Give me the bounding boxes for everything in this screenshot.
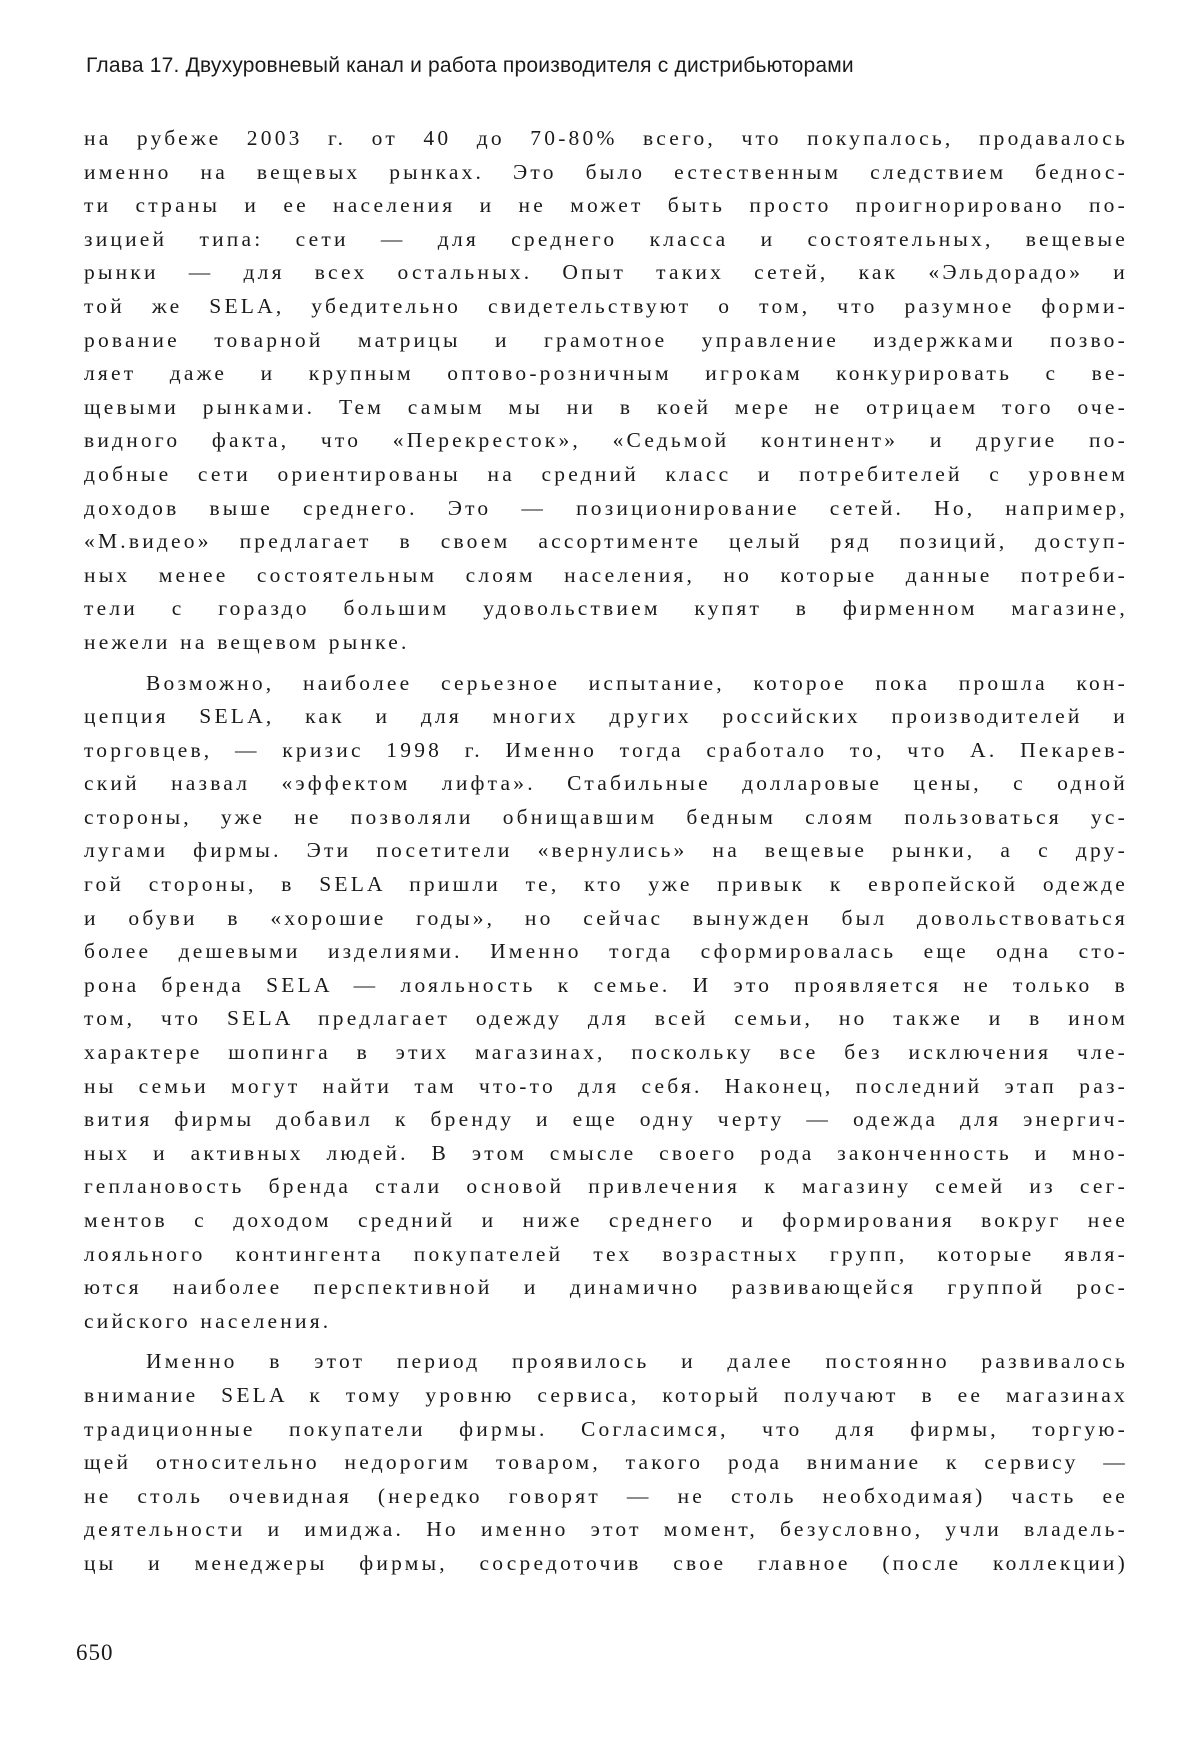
- text-line: нежели на вещевом рынке.: [84, 629, 410, 654]
- text-line: ных менее состоятельным слоям населения, но которые данные потреби-: [84, 562, 1128, 587]
- paragraph: [84, 122, 1128, 660]
- paragraph-gap: [84, 1338, 1128, 1345]
- text-line: характере шопинга в этих магазинах, поскольку все без исключения чле-: [84, 1040, 1128, 1065]
- text-line: рование товарной матрицы и грамотное управление издержками позво-: [84, 327, 1128, 352]
- text-line: видного факта, что «Перекресток», «Седьмой континент» и другие по-: [84, 428, 1128, 453]
- paragraph: [84, 1345, 1128, 1580]
- text-line: цы и менеджеры фирмы, сосредоточив свое главное (после коллекции): [84, 1550, 1128, 1575]
- text-line: лугами фирмы. Эти посетители «вернулись» на вещевые рынки, а с дру-: [84, 838, 1128, 863]
- text-line: Именно в этот период проявилось и далее постоянно развивалось: [146, 1349, 1128, 1374]
- text-line: ментов с доходом средний и ниже среднего и формирования вокруг нее: [84, 1208, 1128, 1232]
- text-line: рона бренда SELA — лояльность к семье. И это проявляется не только в: [84, 972, 1128, 997]
- text-line: цепция SELA, как и для многих других российских производителей и: [84, 704, 1128, 729]
- text-line: щевыми рынками. Тем самым мы ни в коей мере не отрицаем того оче-: [84, 394, 1128, 419]
- running-head: Глава 17. Двухуровневый канал и работа производителя с дистрибьюторами: [86, 54, 854, 77]
- text-line: ти страны и ее населения и не может быть просто проигнорировано по-: [84, 193, 1128, 218]
- text-line: той же SELA, убедительно свидетельствуют о том, что разумное форми-: [84, 293, 1128, 318]
- text-line: ны семьи могут найти там что-то для себя. Наконец, последний этап раз-: [84, 1073, 1128, 1098]
- text-line: внимание SELA к тому уровню сервиса, который получают в ее магазинах: [84, 1382, 1128, 1407]
- text-line: рынки — для всех остальных. Опыт таких сетей, как «Эльдорадо» и: [84, 260, 1128, 285]
- text-line: традиционные покупатели фирмы. Согласимся, что для фирмы, торгую-: [84, 1416, 1128, 1441]
- text-line: гой стороны, в SELA пришли те, кто уже привык к европейской одежде: [84, 872, 1128, 897]
- paragraph-gap: [84, 660, 1128, 667]
- text-line: именно на вещевых рынках. Это было естественным следствием беднос-: [84, 159, 1128, 184]
- text-line: том, что SELA предлагает одежду для всей семьи, но также и в ином: [84, 1006, 1128, 1031]
- text-line: ляет даже и крупным оптово-розничным игрокам конкурировать с ве-: [84, 361, 1128, 386]
- body-text: [84, 122, 1128, 1581]
- text-line: и обуви в «хорошие годы», но сейчас вынужден был довольствоваться: [84, 905, 1128, 930]
- text-line: более дешевыми изделиями. Именно тогда сформировалась еще одна сто-: [84, 939, 1128, 964]
- text-line: «М.видео» предлагает в своем ассортименте целый ряд позиций, доступ-: [84, 529, 1128, 554]
- text-line: зицией типа: сети — для среднего класса и состоятельных, вещевые: [84, 226, 1128, 251]
- text-line: ский назвал «эффектом лифта». Стабильные долларовые цены, с одной: [84, 771, 1128, 796]
- text-line: на рубеже 2003 г. от 40 до 70-80% всего, что покупалось, продавалось: [84, 126, 1128, 150]
- text-line: лояльного контингента покупателей тех возрастных групп, которые явля-: [84, 1241, 1128, 1266]
- text-line: вития фирмы добавил к бренду и еще одну черту — одежда для энергич-: [84, 1107, 1128, 1132]
- page-number: 650: [76, 1640, 114, 1665]
- text-line: сийского населения.: [84, 1308, 332, 1333]
- paragraph: [84, 667, 1128, 1339]
- text-line: щей относительно недорогим товаром, такого рода внимание к сервису —: [84, 1450, 1128, 1475]
- text-line: Возможно, наиболее серьезное испытание, которое пока прошла кон-: [146, 670, 1128, 695]
- text-line: ются наиболее перспективной и динамично развивающейся группой рос-: [84, 1275, 1128, 1300]
- text-line: доходов выше среднего. Это — позиционирование сетей. Но, например,: [84, 495, 1128, 520]
- text-line: ных и активных людей. В этом смысле своего рода законченность и мно-: [84, 1140, 1128, 1165]
- text-line: тели с гораздо большим удовольствием купят в фирменном магазине,: [84, 596, 1128, 621]
- text-line: добные сети ориентированы на средний класс и потребителей с уровнем: [84, 461, 1128, 486]
- text-line: торговцев, — кризис 1998 г. Именно тогда сработало то, что А. Пекарев-: [84, 737, 1128, 762]
- text-line: стороны, уже не позволяли обнищавшим бедным слоям пользоваться ус-: [84, 804, 1128, 829]
- text-line: деятельности и имиджа. Но именно этот момент, безусловно, учли владель-: [84, 1517, 1128, 1542]
- text-line: геплановость бренда стали основой привлечения к магазину семей из сег-: [84, 1174, 1128, 1199]
- text-line: не столь очевидная (нередко говорят — не столь необходимая) часть ее: [84, 1483, 1128, 1508]
